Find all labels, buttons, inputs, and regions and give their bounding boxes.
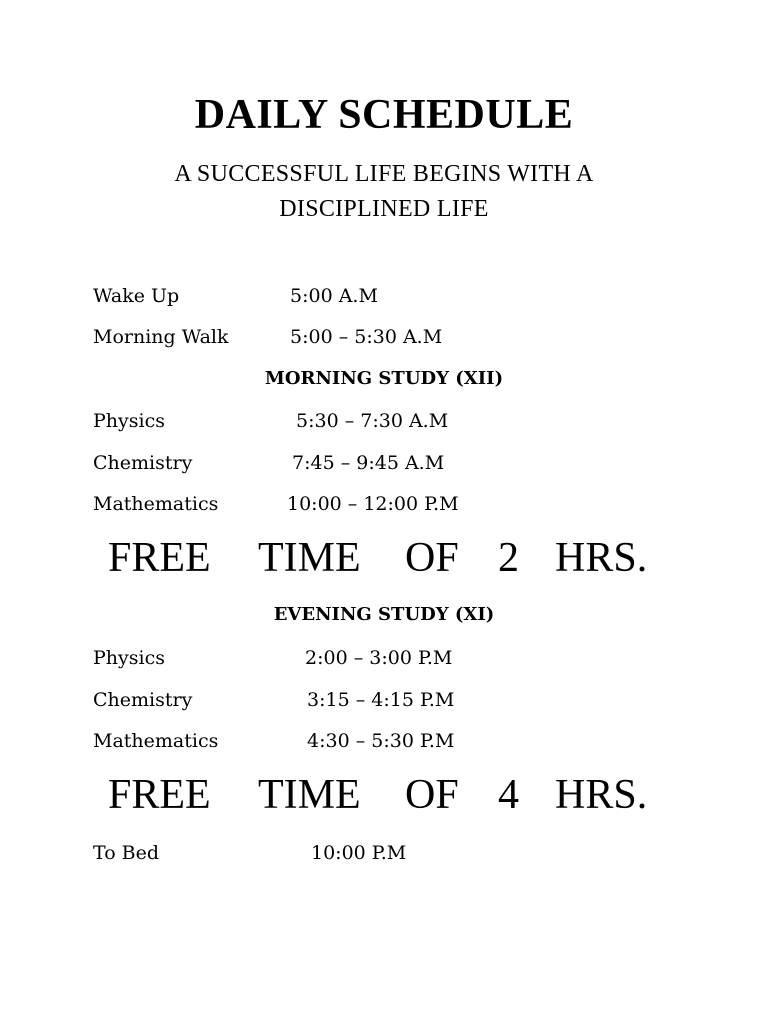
hrs-word: HRS. (555, 535, 648, 581)
time-word: TIME (258, 535, 361, 581)
subject-time: 7:45 – 9:45 A.M (292, 452, 445, 474)
subject-label: Chemistry (93, 689, 193, 711)
page-title: DAILY SCHEDULE (194, 92, 574, 138)
time-word: TIME (258, 772, 361, 818)
subject-time: 2:00 – 3:00 P.M (305, 647, 453, 669)
morning-study-heading: MORNING STUDY (XII) (264, 368, 504, 389)
subject-time: 10:00 – 12:00 P.M (287, 493, 459, 515)
of-word: OF (405, 772, 459, 818)
activity-label: To Bed (93, 842, 160, 864)
subject-label: Physics (93, 410, 165, 432)
subtitle-line-1: A SUCCESSFUL LIFE BEGINS WITH A (174, 161, 594, 187)
hours-number: 4 (498, 772, 519, 818)
subtitle-line-2: DISCIPLINED LIFE (279, 196, 489, 222)
subject-label: Physics (93, 647, 165, 669)
hrs-word: HRS. (555, 772, 648, 818)
activity-time: 5:00 A.M (290, 285, 378, 307)
activity-time: 10:00 P.M (311, 842, 407, 864)
subject-label: Chemistry (93, 452, 193, 474)
hours-number: 2 (498, 535, 519, 581)
evening-study-heading: EVENING STUDY (XI) (273, 604, 495, 625)
activity-label: Wake Up (93, 285, 180, 307)
subject-label: Mathematics (93, 493, 219, 515)
of-word: OF (405, 535, 459, 581)
free-word: FREE (108, 535, 211, 581)
activity-time: 5:00 – 5:30 A.M (290, 326, 443, 348)
free-time-banner-1 (108, 533, 668, 583)
free-word: FREE (108, 772, 211, 818)
subject-time: 5:30 – 7:30 A.M (296, 410, 449, 432)
subject-time: 4:30 – 5:30 P.M (307, 730, 455, 752)
activity-label: Morning Walk (93, 326, 229, 348)
free-time-banner-2 (108, 770, 668, 820)
subject-time: 3:15 – 4:15 P.M (307, 689, 455, 711)
subject-label: Mathematics (93, 730, 219, 752)
